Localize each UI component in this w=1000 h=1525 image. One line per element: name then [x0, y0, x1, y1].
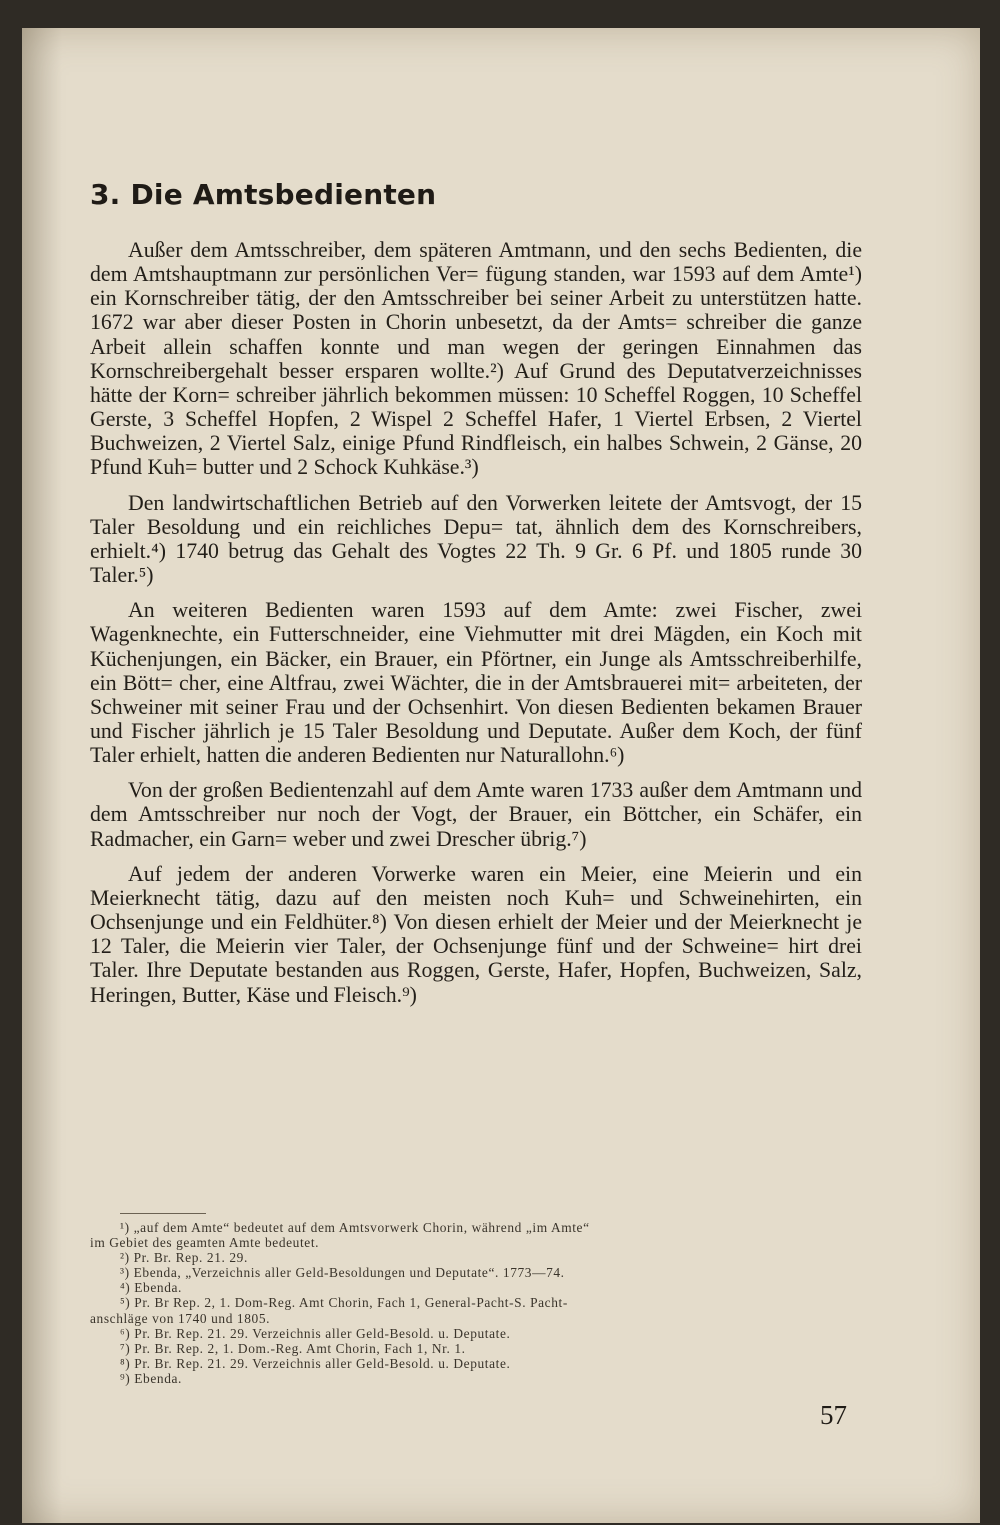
- footnote: ¹) „auf dem Amte“ bedeutet auf dem Amtsvorwerk Chorin, während „im Amte“: [120, 1220, 590, 1235]
- paragraph: Auf jedem der anderen Vorwerke waren ein Meier, eine Meierin und ein Meierknecht tätig, dazu auf den meisten noch Kuh= und Schweinehirten, ein Ochsenjunge und ein Feldhüter.⁸) Von diesen erhielt der Meier und der Meierknecht je 12 Taler, die Meierin vier Taler, der Ochsenjunge fünf und der Schweine= hirt drei Taler. Ihre Deputate bestanden aus Roggen, Gerste, Hafer, Hopfen, Buchweizen, Salz, Heringen, Butter, Käse und Fleisch.⁹): [90, 861, 862, 1007]
- footnote: ⁷) Pr. Br. Rep. 2, 1. Dom.-Reg. Amt Chorin, Fach 1, Nr. 1.: [120, 1340, 466, 1356]
- footnote: ⁸) Pr. Br. Rep. 21. 29. Verzeichnis aller Geld-Besold. u. Deputate.: [120, 1355, 511, 1371]
- paragraph: Außer dem Amtsschreiber, dem späteren Amtmann, und den sechs Bedienten, die dem Amtshauptmann zur persönlichen Ver= fügung standen, war 1593 auf dem Amte¹) ein Kornschreiber tätig, der den Amtsschreiber bei seiner Arbeit zu unterstützen hatte. 1672 war aber dieser Posten in Chorin unbesetzt, da der Amts= schreiber die ganze Arbeit allein schaffen konnte und man wegen der geringen Einnahmen das Kornschreibergehalt besser ersparen wollte.²) Auf Grund des Deputatverzeichnisses hätte der Korn= schreiber jährlich bekommen müssen: 10 Scheffel Roggen, 10 Scheffel Gerste, 3 Scheffel Hopfen, 2 Wispel 2 Scheffel Hafer, 1 Viertel Erbsen, 2 Viertel Buchweizen, 2 Viertel Salz, einige Pfund Rindfleisch, ein halbes Schwein, 2 Gänse, 20 Pfund Kuh= butter und 2 Schock Kuhkäse.³): [90, 238, 862, 480]
- page-number: 57: [820, 1400, 847, 1430]
- footnote-continuation: anschläge von 1740 und 1805.: [90, 1310, 271, 1326]
- footnote-divider: [120, 1213, 206, 1214]
- paragraph: An weiteren Bedienten waren 1593 auf dem Amte: zwei Fischer, zwei Wagenknechte, ein Futterschneider, eine Viehmutter mit drei Mägden, ein Koch mit Küchenjungen, ein Bäcker, ein Brauer, ein Pförtner, ein Junge als Amtsschreiberhilfe, ein Bött= cher, eine Altfrau, zwei Wächter, die in der Amtsbrauerei mit= arbeiteten, der Schweiner mit seiner Frau und der Ochsenhirt. Von diesen Bedienten bekamen Brauer und Fischer jährlich je 15 Taler Besoldung und Deputate. Außer dem Koch, der fünf Taler erhielt, hatten die anderen Bedienten nur Naturallohn.⁶): [90, 598, 862, 768]
- footnote: ³) Ebenda, „Verzeichnis aller Geld-Besoldungen und Deputate“. 1773—74.: [120, 1265, 565, 1281]
- footnote: ⁵) Pr. Br Rep. 2, 1. Dom-Reg. Amt Chorin, Fach 1, General-Pacht-S. Pacht-: [120, 1295, 568, 1311]
- section-heading: 3. Die Amtsbedienten: [90, 178, 437, 211]
- footnote: ²) Pr. Br. Rep. 21. 29.: [120, 1250, 248, 1266]
- footnote: ⁴) Ebenda.: [120, 1280, 182, 1296]
- footnotes: [90, 1220, 862, 1386]
- page-gutter-shadow: [22, 28, 62, 1523]
- paragraph: Den landwirtschaftlichen Betrieb auf den Vorwerken leitete der Amtsvogt, der 15 Taler Besoldung und ein reichliches Depu= tat, ähnlich dem des Kornschreibers, erhielt.⁴) 1740 betrug das Gehalt des Vogtes 22 Th. 9 Gr. 6 Pf. und 1805 runde 30 Taler.⁵): [90, 490, 862, 588]
- footnote-continuation: im Gebiet des geamten Amte bedeutet.: [90, 1235, 320, 1251]
- paragraph: Von der großen Bedientenzahl auf dem Amte waren 1733 außer dem Amtmann und dem Amtsschreiber nur noch der Vogt, der Brauer, ein Böttcher, ein Schäfer, ein Radmacher, ein Garn= weber und zwei Drescher übrig.⁷): [90, 778, 862, 851]
- book-page: [22, 28, 980, 1523]
- body-text: [90, 238, 862, 1018]
- footnote: ⁹) Ebenda.: [120, 1370, 182, 1386]
- footnote: ⁶) Pr. Br. Rep. 21. 29. Verzeichnis aller Geld-Besold. u. Deputate.: [120, 1325, 511, 1341]
